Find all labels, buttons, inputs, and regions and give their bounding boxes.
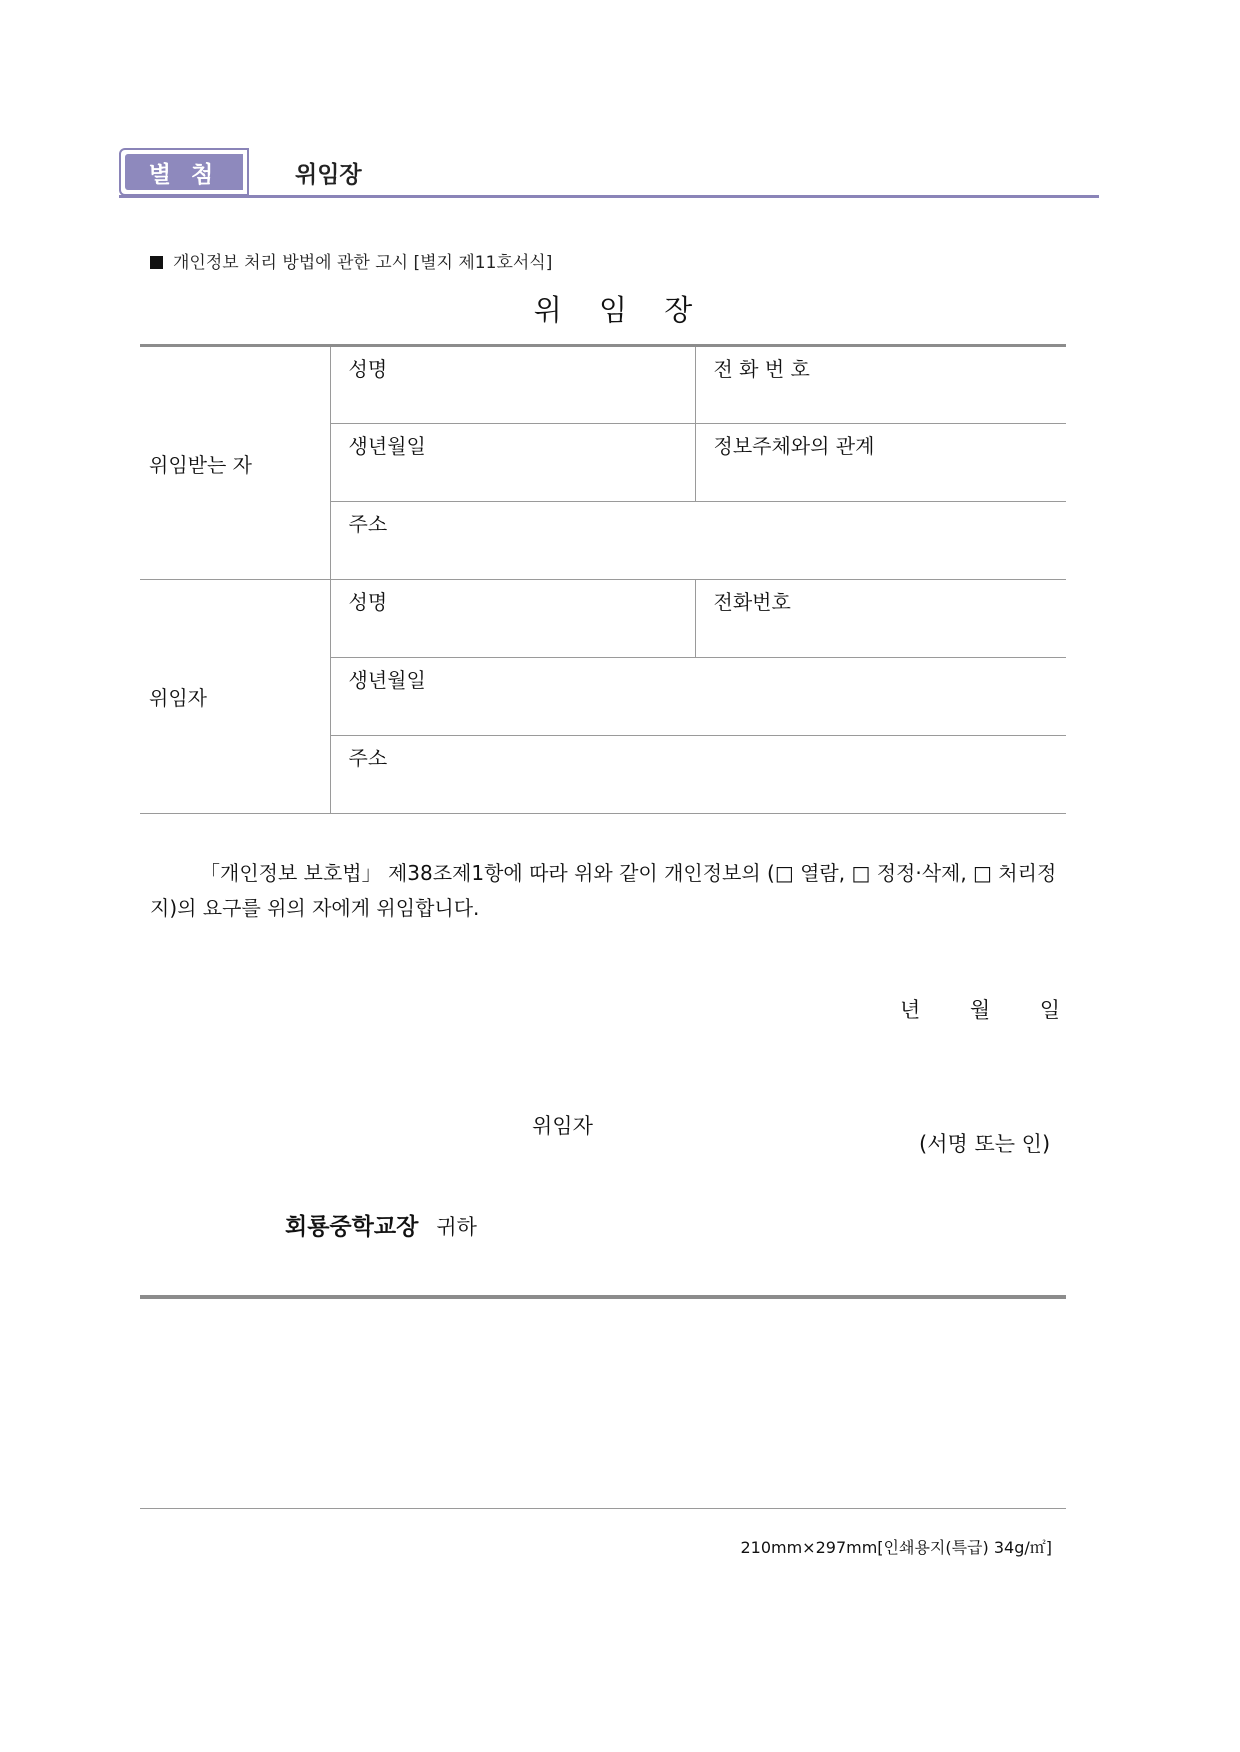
recipient-name: 회룡중학교장 (285, 1214, 419, 1240)
delegate-birthdate-label: 생년월일 (348, 434, 426, 458)
delegation-form-table (140, 344, 1066, 814)
attachment-badge (119, 148, 249, 196)
paper-spec: 210mm×297mm[인쇄용지(특급) 34g/㎡] (740, 1538, 1052, 1557)
delegate-name-field[interactable] (330, 346, 695, 424)
delegate-name-label: 성명 (348, 357, 388, 381)
form-reference-text: 개인정보 처리 방법에 관한 고시 [별지 제11호서식] (173, 253, 553, 273)
attachment-title: 위임장 (295, 162, 362, 188)
delegation-statement: 「개인정보 보호법」 제38조제1항에 따라 위와 같이 개인정보의 (□ 열람, □ 정정·삭제, □ 처리정지)의 요구를 위의 자에게 위임합니다. (150, 861, 1057, 920)
delegate-address-field[interactable] (330, 502, 1066, 580)
attachment-header (119, 148, 1099, 200)
delegator-birthdate-label: 생년월일 (348, 668, 426, 692)
date-line (900, 994, 1060, 1024)
table-row (140, 580, 1066, 658)
signature-delegator-label: 위임자 (532, 1114, 593, 1138)
delegator-phone-label: 전화번호 (713, 590, 791, 614)
delegator-birthdate-field[interactable] (330, 658, 1066, 736)
document-title: 위 임 장 (533, 293, 707, 327)
footer-divider (140, 1508, 1066, 1509)
delegator-name-label: 성명 (348, 590, 388, 614)
attachment-badge-label: 별 첨 (125, 154, 243, 190)
delegate-address-label: 주소 (348, 512, 388, 536)
date-day-label: 일 (1039, 998, 1060, 1022)
date-month-label: 월 (969, 998, 991, 1022)
recipient-honorific: 귀하 (436, 1215, 477, 1239)
delegate-birthdate-field[interactable] (330, 424, 695, 502)
delegate-relationship-label: 정보주체와의 관계 (713, 434, 875, 458)
delegate-group-label: 위임받는 자 (140, 346, 330, 580)
signature-field[interactable]: (서명 또는 인) (919, 1132, 1051, 1156)
delegate-phone-field[interactable] (695, 346, 1066, 424)
recipient-line (285, 1208, 477, 1241)
form-reference (150, 248, 552, 273)
delegator-phone-field[interactable] (695, 580, 1066, 658)
delegate-phone-label: 전 화 번 호 (713, 357, 810, 381)
delegator-address-field[interactable] (330, 736, 1066, 814)
header-divider (119, 195, 1099, 198)
delegate-relationship-field[interactable] (695, 424, 1066, 502)
table-row (140, 346, 1066, 424)
delegator-group-label: 위임자 (140, 580, 330, 814)
delegator-address-label: 주소 (348, 746, 388, 770)
delegator-name-field[interactable] (330, 580, 695, 658)
form-bottom-divider (140, 1295, 1066, 1299)
black-square-icon (150, 256, 163, 269)
date-year-label: 년 (900, 998, 921, 1022)
